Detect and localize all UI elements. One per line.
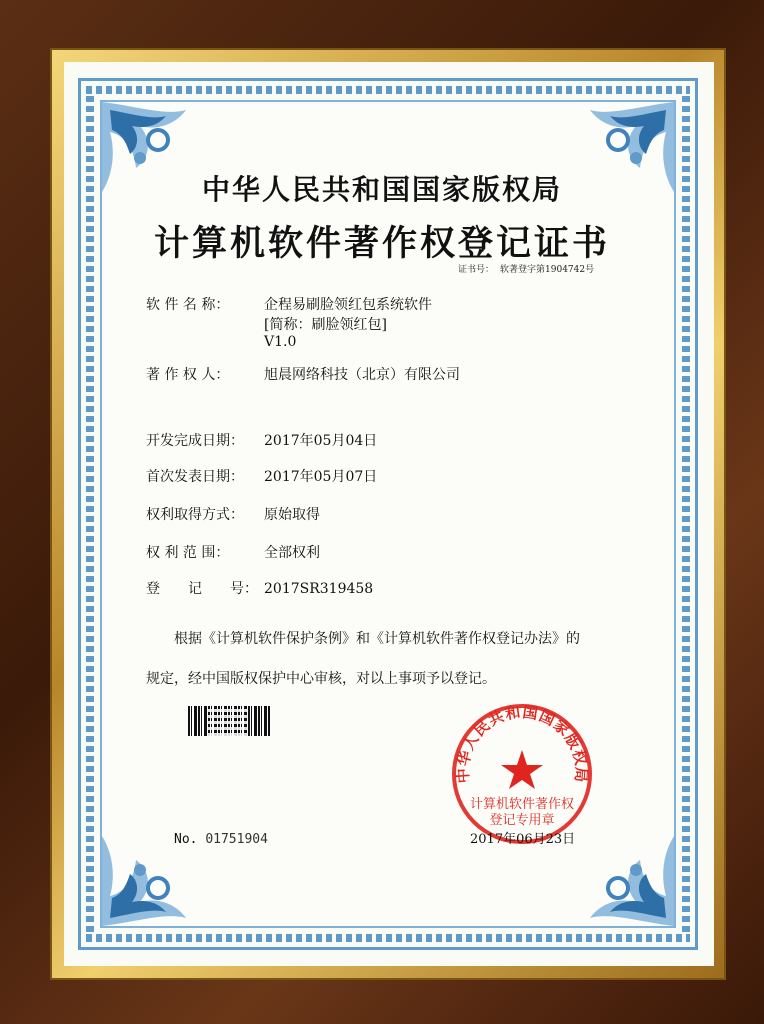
certificate-title: 计算机软件著作权登记证书	[153, 223, 610, 264]
dev-date-value: 2017年05月04日	[264, 433, 378, 449]
serial-prefix: No.	[174, 832, 198, 847]
issue-date: 2017年06月23日	[470, 832, 576, 847]
reg-value: 2017SR319458	[264, 581, 374, 597]
software-name-label: 软 件 名 称：	[146, 297, 230, 313]
owner-row	[146, 364, 460, 384]
scope-row	[146, 542, 320, 562]
statement-line-1: 根据《计算机软件保护条例》和《计算机软件著作权登记办法》的	[174, 631, 580, 647]
acquire-value: 原始取得	[264, 507, 320, 523]
reg-label: 登 记 号：	[146, 581, 258, 597]
serial-value: 01751904	[205, 832, 268, 847]
issuer-heading: 中华人民共和国国家版权局	[201, 173, 562, 206]
publish-date-label: 首次发表日期：	[146, 469, 244, 485]
barcode-icon	[188, 706, 270, 736]
publish-date-row	[146, 466, 377, 486]
seal-star-icon	[501, 750, 543, 789]
acquire-row	[146, 504, 320, 524]
software-name-value: 企程易刷脸领红包系统软件	[264, 297, 432, 313]
statement-line-2: 规定，经中国版权保护中心审核，对以上事项予以登记。	[146, 671, 496, 687]
software-version: V1.0	[264, 334, 297, 350]
acquire-label: 权利取得方式：	[146, 507, 244, 523]
seal-inner-line-2: 登记专用章	[489, 813, 555, 828]
seal-inner-line-1: 计算机软件著作权	[469, 797, 575, 812]
scope-label: 权 利 范 围：	[146, 545, 230, 561]
dev-date-row	[146, 430, 377, 450]
software-short-name: [简称：刷脸领红包]	[264, 317, 387, 333]
serial-number	[174, 832, 268, 847]
owner-label: 著 作 权 人：	[146, 367, 230, 383]
official-seal	[448, 700, 596, 848]
reg-row	[146, 578, 373, 598]
owner-value: 旭晨网络科技（北京）有限公司	[264, 367, 460, 383]
certificate-number-label: 证书号：	[458, 265, 495, 275]
seal-outer-text: 中华人民共和国国家版权局	[453, 702, 591, 784]
certificate-number-value: 软著登字第1904742号	[500, 265, 595, 275]
certificate-number	[458, 262, 600, 275]
publish-date-value: 2017年05月07日	[264, 469, 378, 485]
dev-date-label: 开发完成日期：	[146, 433, 244, 449]
corner-ornament-icon	[96, 812, 216, 932]
software-name-row	[146, 294, 432, 314]
scope-value: 全部权利	[264, 545, 320, 561]
